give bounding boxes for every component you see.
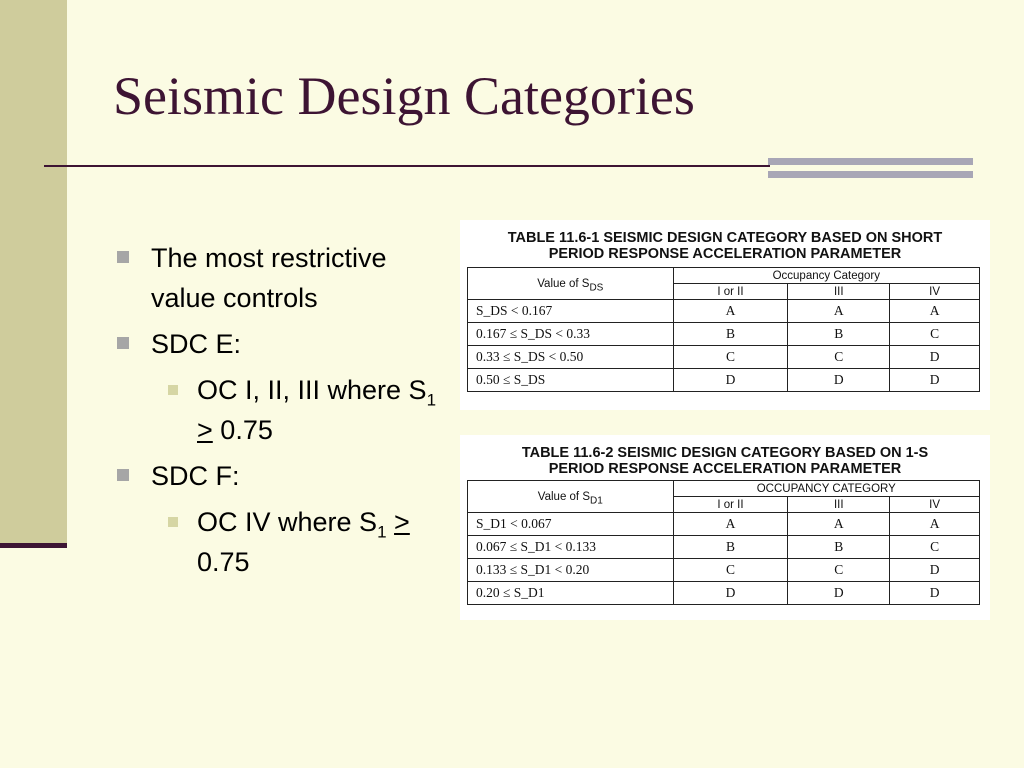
category-cell: B xyxy=(673,323,788,346)
threshold-value: 0.75 xyxy=(197,547,250,577)
table-row xyxy=(468,300,980,323)
table-row xyxy=(468,346,980,369)
left-decorative-bar xyxy=(0,0,67,548)
category-cell: A xyxy=(673,300,788,323)
bullet-marker-icon xyxy=(117,251,129,263)
table-row xyxy=(468,323,980,346)
sub-bullet-item xyxy=(113,370,458,450)
category-cell: B xyxy=(673,536,788,559)
category-cell: C xyxy=(673,346,788,369)
category-cell: C xyxy=(890,536,980,559)
category-cell: B xyxy=(788,323,890,346)
table-row xyxy=(468,559,980,582)
category-cell: D xyxy=(673,582,788,605)
table-title-line2: PERIOD RESPONSE ACCELERATION PARAMETER xyxy=(548,461,902,477)
category-cell: C xyxy=(673,559,788,582)
sub-bullet-text: OC I, II, III where S xyxy=(197,375,427,405)
subscript: 1 xyxy=(426,390,437,410)
value-cell: 0.067 ≤ S_D1 < 0.133 xyxy=(468,536,674,559)
table-row xyxy=(468,536,980,559)
category-cell: D xyxy=(890,559,980,582)
category-cell: C xyxy=(788,559,890,582)
bullet-item xyxy=(113,324,458,364)
value-cell: 0.167 ≤ S_DS < 0.33 xyxy=(468,323,674,346)
category-cell: D xyxy=(890,346,980,369)
value-cell: 0.20 ≤ S_D1 xyxy=(468,582,674,605)
column-header: I or II xyxy=(673,284,788,300)
bullet-text: SDC F: xyxy=(151,461,240,491)
table-row xyxy=(468,582,980,605)
category-cell: C xyxy=(788,346,890,369)
bullet-marker-icon xyxy=(117,337,129,349)
comparison-operator: > xyxy=(394,507,410,537)
value-column-header: Value of $S_{DS}$ xyxy=(468,268,674,300)
value-cell: S_D1 < 0.067 xyxy=(468,513,674,536)
category-cell: C xyxy=(890,323,980,346)
bullet-list xyxy=(113,238,458,588)
column-header: IV xyxy=(890,284,980,300)
table-title-line2: PERIOD RESPONSE ACCELERATION PARAMETER xyxy=(548,246,902,262)
column-header: III xyxy=(788,284,890,300)
bullet-marker-icon xyxy=(117,469,129,481)
table-title-line1: TABLE 11.6-2 SEISMIC DESIGN CATEGORY BASED ON 1-S xyxy=(521,445,929,461)
category-cell: D xyxy=(890,369,980,392)
subscript: 1 xyxy=(377,522,387,542)
value-cell: S_DS < 0.167 xyxy=(468,300,674,323)
bullet-text: The most restrictive value controls xyxy=(151,243,387,313)
bullet-item xyxy=(113,456,458,496)
column-header: III xyxy=(788,497,890,513)
sdc-table xyxy=(467,267,980,392)
slide-title: Seismic Design Categories xyxy=(113,66,695,126)
category-cell: A xyxy=(788,513,890,536)
title-divider xyxy=(44,165,770,167)
category-cell: D xyxy=(788,582,890,605)
bullet-text: SDC E: xyxy=(151,329,242,359)
left-bar-accent-line xyxy=(0,543,67,548)
category-cell: A xyxy=(673,513,788,536)
sub-bullet-item xyxy=(113,502,458,582)
table-row xyxy=(468,369,980,392)
category-cell: A xyxy=(890,513,980,536)
bullet-item xyxy=(113,238,458,318)
value-cell: 0.33 ≤ S_DS < 0.50 xyxy=(468,346,674,369)
occupancy-group-header: OCCUPANCY CATEGORY xyxy=(673,481,979,497)
column-header: IV xyxy=(890,497,980,513)
category-cell: A xyxy=(890,300,980,323)
column-header: I or II xyxy=(673,497,788,513)
sdc-table-1s-period xyxy=(460,435,990,620)
value-cell: 0.50 ≤ S_DS xyxy=(468,369,674,392)
sdc-table-short-period xyxy=(460,220,990,410)
comparison-operator: > xyxy=(197,415,213,445)
threshold-value: 0.75 xyxy=(220,415,273,445)
category-cell: D xyxy=(788,369,890,392)
table-row xyxy=(468,513,980,536)
sdc-table xyxy=(467,480,980,605)
sub-bullet-text: OC IV where S xyxy=(197,507,378,537)
value-cell: 0.133 ≤ S_D1 < 0.20 xyxy=(468,559,674,582)
occupancy-group-header: Occupancy Category xyxy=(673,268,979,284)
sub-bullet-marker-icon xyxy=(168,385,178,395)
sub-bullet-marker-icon xyxy=(168,517,178,527)
category-cell: A xyxy=(788,300,890,323)
category-cell: D xyxy=(673,369,788,392)
title-divider-accent xyxy=(768,158,973,178)
value-column-header: Value of $S_{D1}$ xyxy=(468,481,674,513)
table-title-line1: TABLE 11.6-1 SEISMIC DESIGN CATEGORY BASED ON SHORT xyxy=(507,230,943,246)
category-cell: B xyxy=(788,536,890,559)
category-cell: D xyxy=(890,582,980,605)
